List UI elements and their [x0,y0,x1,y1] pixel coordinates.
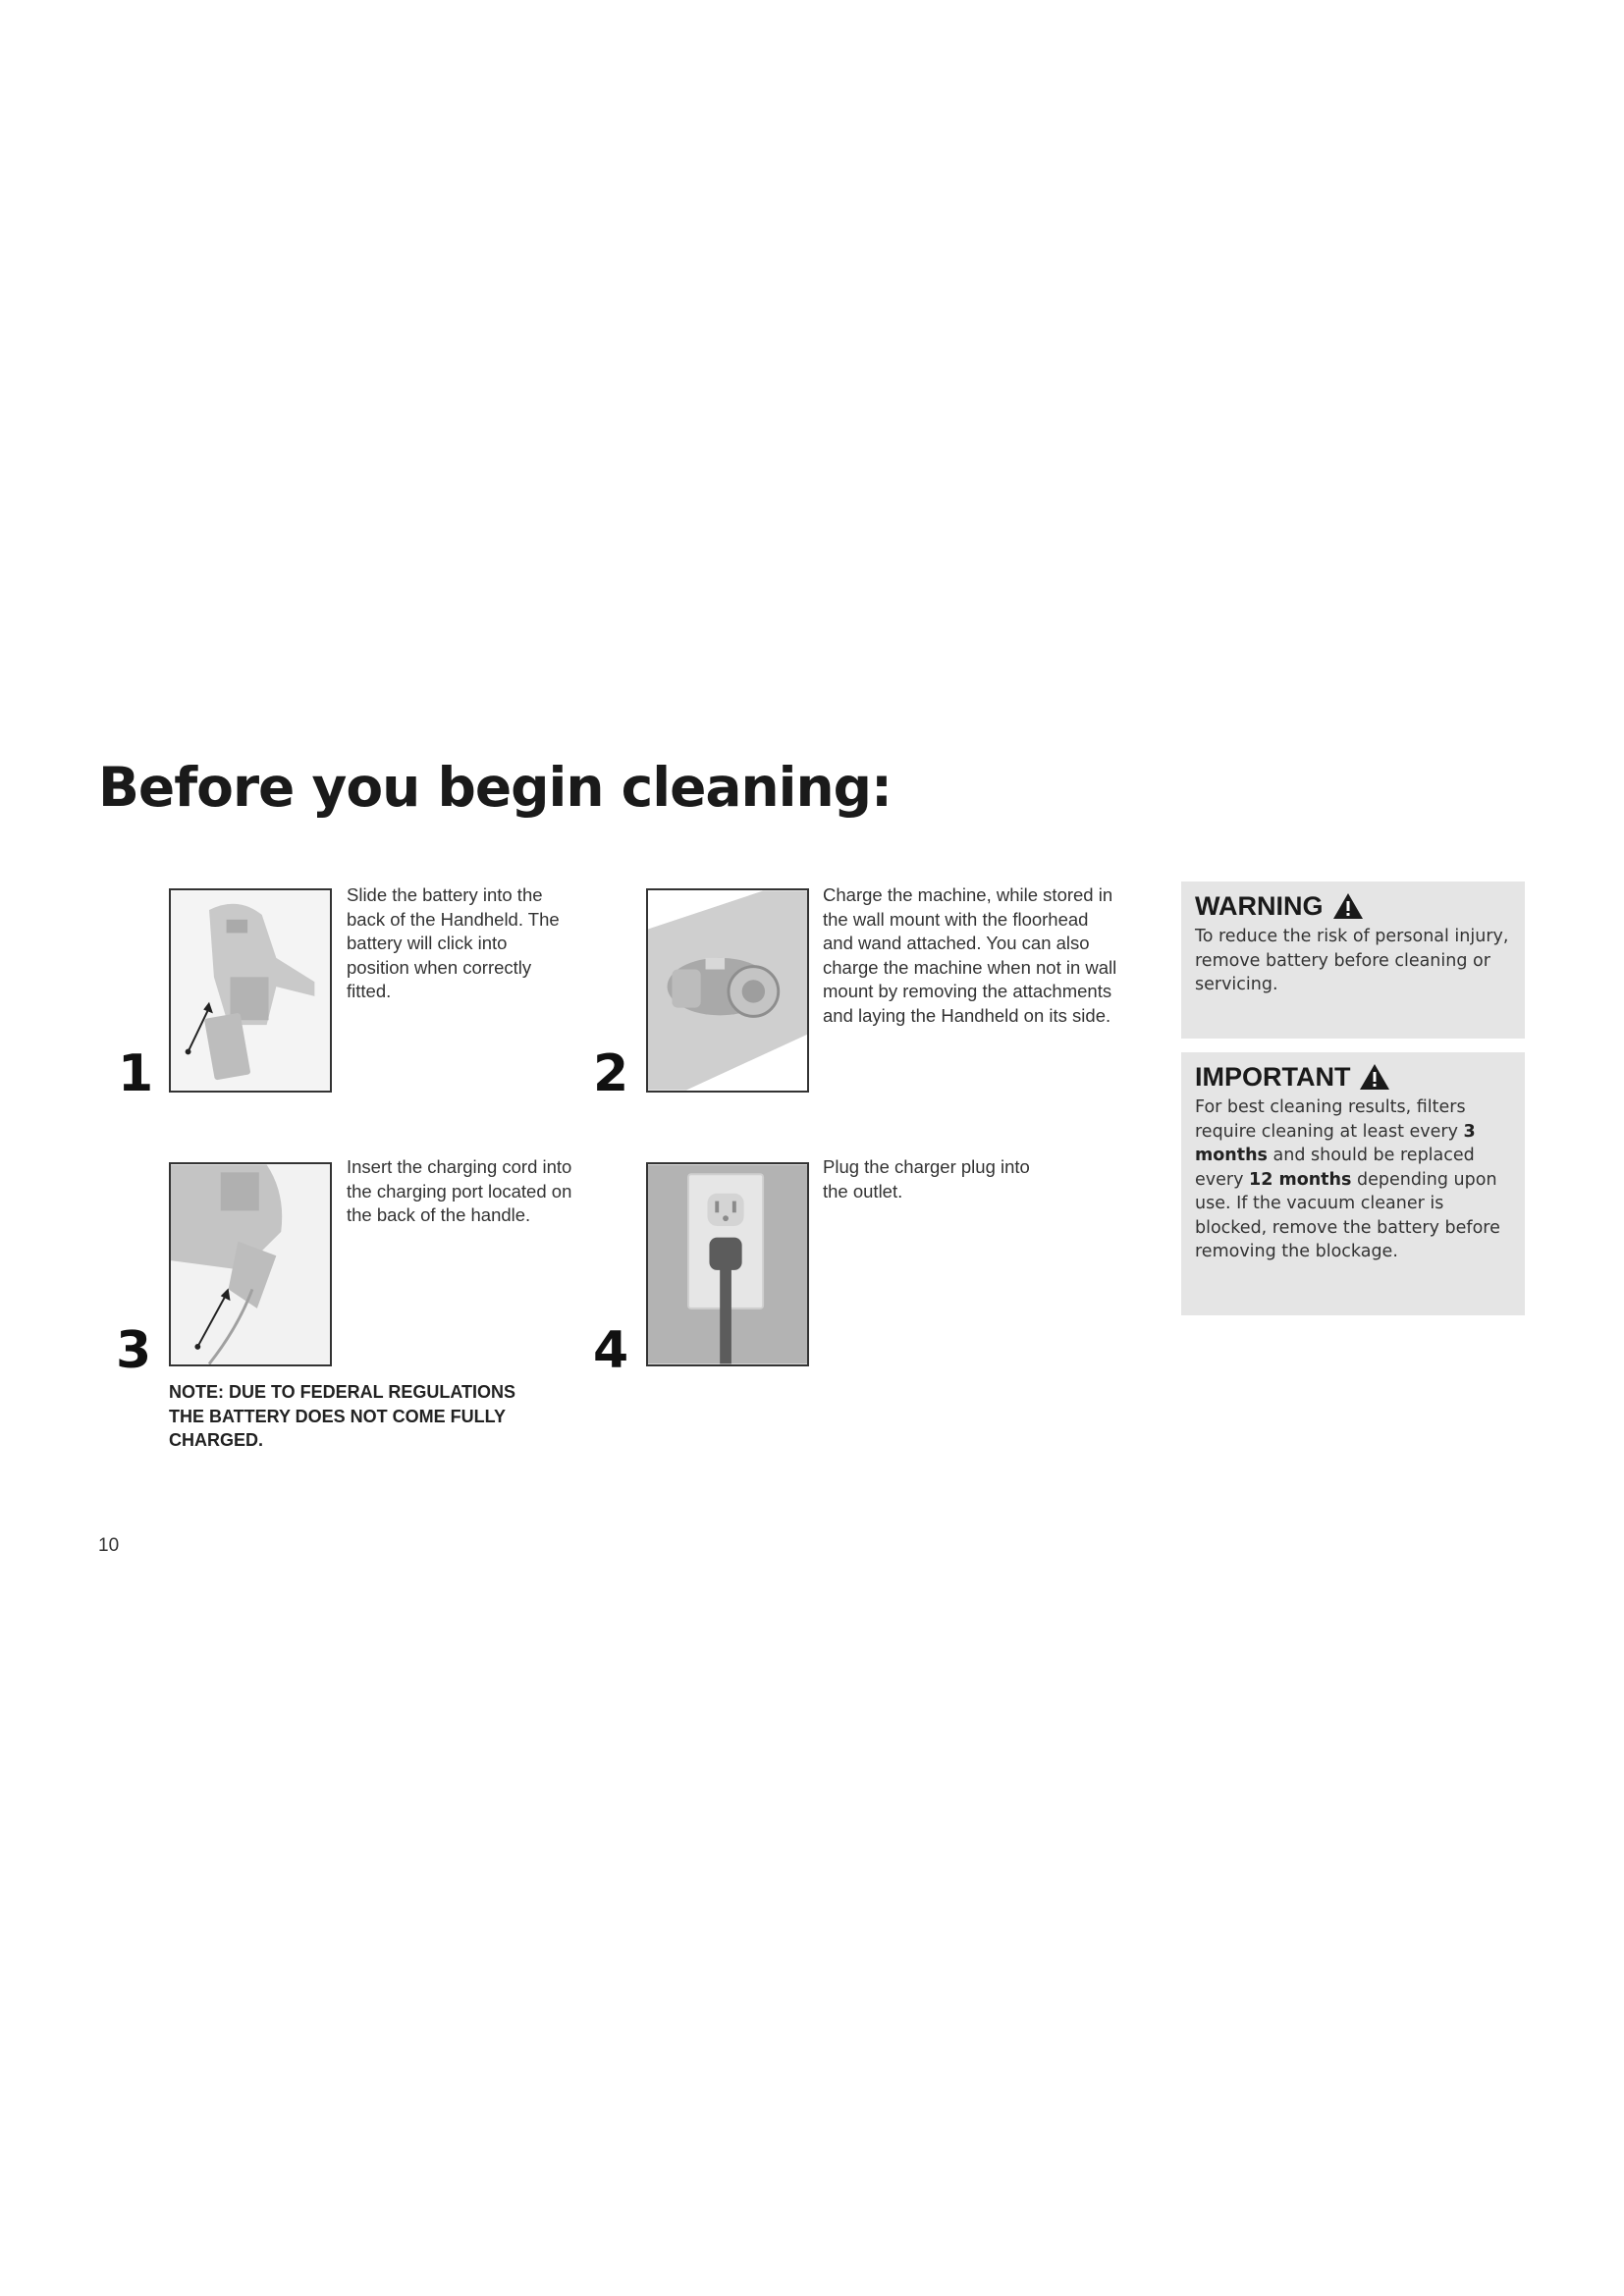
wall-outlet-illustration [646,1162,809,1366]
wall-outlet-image [648,1164,807,1364]
warning-title-row [1195,889,1511,923]
important-box [1181,1052,1525,1315]
step-number-4: 4 [593,1321,629,1380]
warning-title: WARNING [1195,891,1324,921]
handheld-on-side-image [648,890,807,1091]
step-2-instructions: Charge the machine, while stored in the wall mount with the floorhead and wand attached. You can also charge the machine when not in wall mount by removing the attachments and laying the Handheld on its side. [823,884,1117,1026]
warning-triangle-icon [1358,1062,1391,1092]
filter-replace-interval: 12 months [1249,1169,1352,1190]
important-text [1195,1095,1511,1264]
battery-insert-illustration [169,888,332,1093]
warning-box [1181,881,1525,1039]
important-text-part: For best cleaning results, filters require cleaning at least every [1195,1097,1466,1142]
important-title: IMPORTANT [1195,1062,1351,1092]
handheld-battery-image [171,890,330,1091]
important-text-part: and should be replaced every [1195,1146,1475,1190]
battery-charge-note: NOTE: DUE TO FEDERAL REGULATIONS THE BATTERY DOES NOT COME FULLY CHARGED. [169,1382,516,1450]
page-title: Before you begin cleaning: [98,756,893,819]
page-number: 10 [98,1535,120,1556]
step-3-instructions: Insert the charging cord into the charging port located on the back of the handle. [347,1156,572,1225]
step-number-3: 3 [116,1321,152,1380]
filter-clean-interval: 3 months [1195,1121,1476,1165]
step-1-instructions: Slide the battery into the back of the Handheld. The battery will click into position when correctly fitted. [347,884,560,1001]
step-number-1: 1 [118,1044,154,1103]
important-text-part: depending upon use. If the vacuum cleaner is blocked, remove the battery before removing the blockage. [1195,1169,1500,1261]
step-number-2: 2 [593,1044,629,1103]
important-title-row [1195,1060,1511,1094]
charging-port-image [171,1164,330,1364]
warning-text: To reduce the risk of personal injury, remove battery before cleaning or servicing. [1195,927,1509,994]
warning-triangle-icon [1331,891,1365,921]
charging-port-illustration [169,1162,332,1366]
step-4-instructions: Plug the charger plug into the outlet. [823,1156,1030,1201]
handheld-on-side-illustration [646,888,809,1093]
